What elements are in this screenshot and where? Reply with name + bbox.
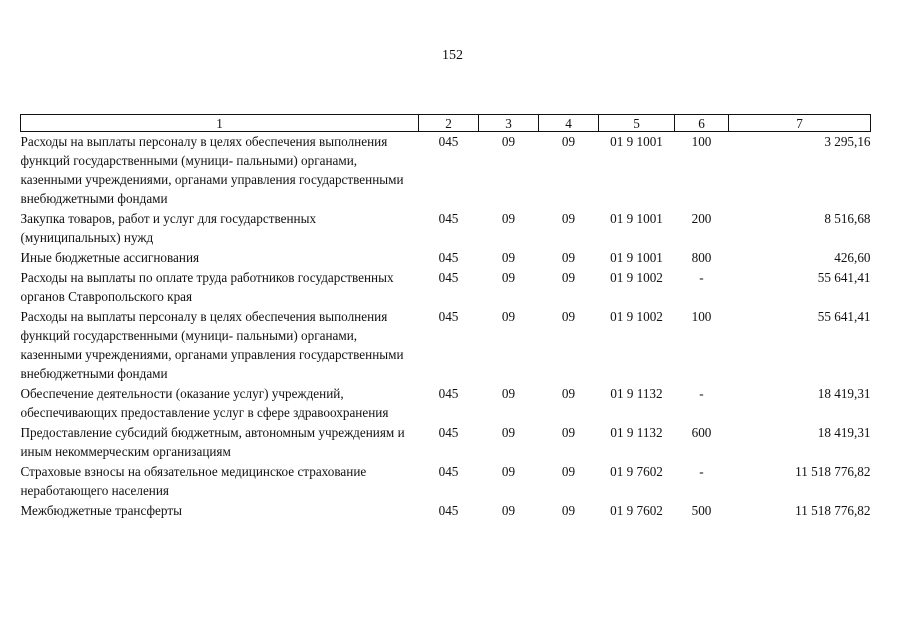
row-name: Предоставление субсидий бюджетным, автономным учреждениям и иным некоммерческим организациям bbox=[20, 425, 405, 459]
row-amount: 55 641,41 bbox=[817, 270, 871, 285]
row-name: Страховые взносы на обязательное медицинское страхование неработающего населения bbox=[20, 464, 367, 498]
row-code-2: 045 bbox=[438, 425, 459, 440]
table-row bbox=[21, 307, 871, 384]
row-name: Расходы на выплаты персоналу в целях обеспечения выполнения функций государственными (муници- пальными) органами, казенными учреждениями, органами управления государственными внебюджетными фондами bbox=[20, 134, 404, 206]
row-name: Расходы на выплаты персоналу в целях обеспечения выполнения функций государственными (муници- пальными) органами, казенными учреждениями, органами управления государственными внебюджетными фондами bbox=[20, 309, 404, 381]
row-code-5: 01 9 1132 bbox=[610, 425, 663, 440]
row-code-5: 01 9 1132 bbox=[610, 386, 663, 401]
row-code-6: 600 bbox=[691, 425, 712, 440]
row-code-6: 100 bbox=[691, 309, 712, 324]
table-row bbox=[21, 132, 871, 210]
row-code-5: 01 9 1001 bbox=[610, 134, 663, 149]
row-name: Закупка товаров, работ и услуг для государственных (муниципальных) нужд bbox=[20, 211, 317, 245]
header-row bbox=[21, 115, 871, 132]
row-code-3: 09 bbox=[501, 503, 516, 518]
row-name: Иные бюджетные ассигнования bbox=[20, 250, 200, 265]
row-code-2: 045 bbox=[438, 211, 459, 226]
row-code-4: 09 bbox=[561, 386, 576, 401]
row-code-4: 09 bbox=[561, 270, 576, 285]
table-row bbox=[21, 268, 871, 307]
column-header-2: 2 bbox=[419, 115, 479, 132]
row-code-6: - bbox=[699, 270, 704, 285]
row-code-5: 01 9 1001 bbox=[610, 211, 663, 226]
row-code-6: 100 bbox=[691, 134, 712, 149]
page-number: 152 bbox=[442, 48, 463, 63]
row-code-3: 09 bbox=[501, 386, 516, 401]
row-name: Расходы на выплаты по оплате труда работников государственных органов Ставропольского края bbox=[20, 270, 394, 304]
row-code-3: 09 bbox=[501, 309, 516, 324]
row-code-3: 09 bbox=[501, 270, 516, 285]
row-code-4: 09 bbox=[561, 134, 576, 149]
row-amount: 426,60 bbox=[834, 250, 871, 265]
column-header-5: 5 bbox=[599, 115, 675, 132]
row-name: Межбюджетные трансферты bbox=[20, 503, 182, 518]
row-amount: 55 641,41 bbox=[817, 309, 871, 324]
column-header-3: 3 bbox=[479, 115, 539, 132]
row-code-3: 09 bbox=[501, 464, 516, 479]
row-amount: 18 419,31 bbox=[817, 386, 871, 401]
column-header-7: 7 bbox=[729, 115, 871, 132]
table-row bbox=[21, 501, 871, 521]
row-amount: 8 516,68 bbox=[824, 211, 871, 226]
column-header-1: 1 bbox=[21, 115, 419, 132]
row-amount: 11 518 776,82 bbox=[795, 503, 871, 518]
row-code-6: 800 bbox=[691, 250, 712, 265]
row-code-5: 01 9 1001 bbox=[610, 250, 663, 265]
row-code-6: 200 bbox=[691, 211, 712, 226]
table-row bbox=[21, 384, 871, 423]
row-code-4: 09 bbox=[561, 425, 576, 440]
budget-table bbox=[20, 114, 871, 521]
row-name: Обеспечение деятельности (оказание услуг) учреждений, обеспечивающих предоставление услуг в сфере здравоохранения bbox=[20, 386, 389, 420]
row-code-6: 500 bbox=[691, 503, 712, 518]
row-code-5: 01 9 7602 bbox=[610, 503, 663, 518]
row-code-4: 09 bbox=[561, 211, 576, 226]
row-code-5: 01 9 1002 bbox=[610, 309, 663, 324]
row-code-3: 09 bbox=[501, 211, 516, 226]
table-row bbox=[21, 248, 871, 268]
row-code-3: 09 bbox=[501, 134, 516, 149]
row-code-6: - bbox=[699, 464, 704, 479]
row-amount: 18 419,31 bbox=[817, 425, 871, 440]
table-row bbox=[21, 462, 871, 501]
column-header-4: 4 bbox=[539, 115, 599, 132]
row-code-2: 045 bbox=[438, 250, 459, 265]
row-code-5: 01 9 7602 bbox=[610, 464, 663, 479]
row-code-2: 045 bbox=[438, 503, 459, 518]
row-code-6: - bbox=[699, 386, 704, 401]
row-code-4: 09 bbox=[561, 250, 576, 265]
row-code-2: 045 bbox=[438, 270, 459, 285]
table-body bbox=[21, 132, 871, 522]
table-row bbox=[21, 423, 871, 462]
table-header bbox=[21, 115, 871, 132]
row-code-4: 09 bbox=[561, 309, 576, 324]
row-code-2: 045 bbox=[438, 464, 459, 479]
row-amount: 3 295,16 bbox=[824, 134, 871, 149]
table-row bbox=[21, 209, 871, 248]
row-code-2: 045 bbox=[438, 134, 459, 149]
row-code-2: 045 bbox=[438, 386, 459, 401]
row-code-3: 09 bbox=[501, 250, 516, 265]
row-code-4: 09 bbox=[561, 503, 576, 518]
row-code-5: 01 9 1002 bbox=[610, 270, 663, 285]
column-header-6: 6 bbox=[675, 115, 729, 132]
row-code-2: 045 bbox=[438, 309, 459, 324]
row-amount: 11 518 776,82 bbox=[795, 464, 871, 479]
row-code-4: 09 bbox=[561, 464, 576, 479]
row-code-3: 09 bbox=[501, 425, 516, 440]
